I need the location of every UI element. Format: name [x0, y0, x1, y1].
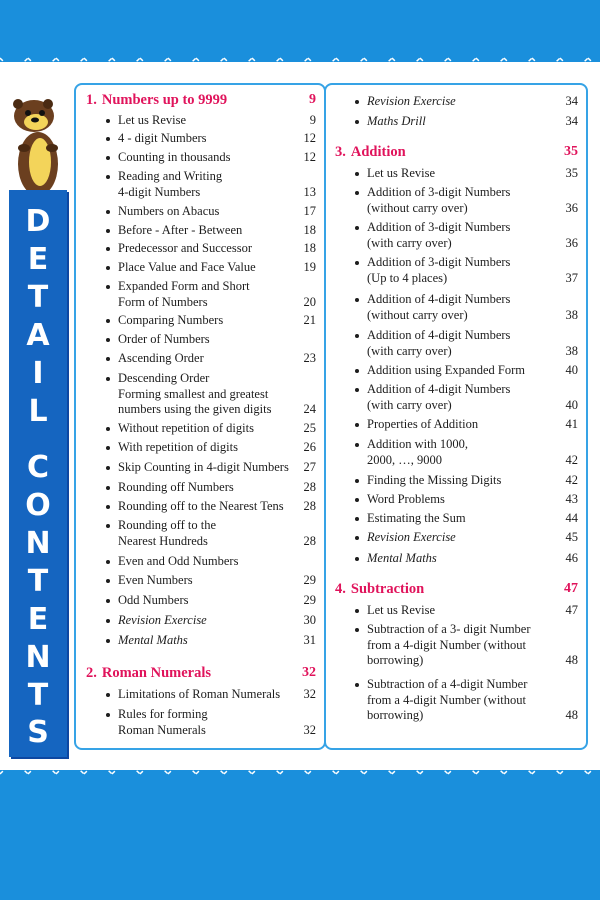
bullet-icon — [355, 369, 359, 373]
toc-entry-line: Skip Counting in 4-digit Numbers — [118, 460, 289, 474]
bullet-icon — [355, 628, 359, 632]
bullet-icon — [106, 156, 110, 160]
toc-entry-line: numbers using the given digits — [118, 402, 272, 416]
banner-letter: D — [25, 204, 51, 239]
toc-entry — [367, 677, 527, 724]
toc-entry-line: 4-digit Numbers — [118, 184, 201, 199]
toc-entry-line: Rounding off Numbers — [118, 480, 234, 494]
bullet-icon — [355, 423, 359, 427]
toc-entry-line: Let us Revise — [118, 113, 187, 127]
toc-entry-line: Odd Numbers — [118, 593, 189, 607]
toc-entry-line: Order of Numbers — [118, 332, 210, 346]
toc-entry — [367, 114, 426, 130]
bullet-icon — [355, 536, 359, 540]
toc-page-number: 38 — [565, 307, 578, 322]
toc-entry — [118, 113, 186, 129]
toc-page-number: 28 — [303, 533, 316, 548]
toc-entry — [367, 437, 468, 468]
toc-page-number: 30 — [303, 613, 316, 627]
bullet-icon — [106, 599, 110, 603]
chapter-title: Roman Numerals — [101, 665, 212, 681]
toc-page-number: 27 — [303, 460, 316, 474]
toc-page-number: 29 — [303, 573, 316, 587]
bullet-icon — [106, 229, 110, 233]
toc-entry — [118, 480, 234, 496]
bullet-icon — [106, 377, 110, 381]
toc-entry-line: Subtraction of a 3- digit Number — [367, 622, 531, 636]
chapter-page-number: 9 — [309, 92, 316, 107]
bullet-icon — [355, 557, 359, 561]
bullet-icon — [106, 524, 110, 528]
toc-page-number: 28 — [303, 499, 316, 513]
toc-entry-line: Mental Maths — [118, 633, 188, 647]
toc-page-number: 44 — [565, 511, 578, 525]
toc-entry-line: Numbers on Abacus — [118, 204, 220, 218]
toc-entry-line: Addition using Expanded Form — [367, 363, 525, 377]
toc-entry-line: Estimating the Sum — [367, 511, 466, 525]
toc-entry — [118, 613, 207, 629]
toc-entry — [118, 687, 280, 703]
toc-entry — [118, 279, 250, 310]
toc-entry — [118, 351, 204, 367]
toc-entry — [367, 292, 510, 323]
banner-letter: I — [32, 356, 44, 391]
toc-page-number: 9 — [309, 113, 316, 127]
toc-entry-line: Predecessor and Successor — [118, 241, 252, 255]
toc-entry — [367, 492, 445, 508]
toc-entry-line: borrowing) — [367, 653, 424, 667]
bullet-icon — [355, 479, 359, 483]
chapter-title: Subtraction — [350, 581, 425, 597]
chapter-title: Numbers up to 9999 — [101, 92, 228, 108]
chapter-number: 2. — [86, 665, 97, 681]
toc-page-number: 25 — [303, 421, 316, 435]
toc-entry — [118, 313, 223, 329]
toc-page-number: 32 — [303, 722, 316, 737]
toc-entry — [118, 573, 193, 589]
toc-entry-line: Rounding off to the Nearest Tens — [118, 499, 284, 513]
bullet-icon — [106, 505, 110, 509]
top-scallop-border — [0, 40, 600, 80]
toc-page-number: 13 — [303, 184, 316, 199]
bullet-icon — [355, 226, 359, 230]
toc-entry-line: (without carry over) — [367, 307, 468, 322]
banner-letter: E — [27, 602, 49, 637]
toc-entry-line: Expanded Form and Short — [118, 279, 250, 293]
bullet-icon — [355, 120, 359, 124]
toc-entry — [118, 707, 208, 738]
toc-entry-line: Counting in thousands — [118, 150, 231, 164]
toc-page-number: 48 — [565, 708, 578, 722]
bullet-icon — [355, 443, 359, 447]
toc-entry-line: Addition with 1000, — [367, 437, 469, 451]
bullet-icon — [106, 619, 110, 623]
bullet-icon — [106, 357, 110, 361]
toc-page-number: 48 — [565, 653, 578, 667]
bullet-icon — [106, 713, 110, 717]
toc-page-number: 24 — [303, 402, 316, 416]
chapter-page-number: 47 — [564, 581, 578, 596]
toc-entry-line: 4 - digit Numbers — [118, 131, 207, 145]
toc-entry — [118, 371, 271, 418]
chapter-heading — [335, 144, 406, 161]
toc-entry-line: Addition of 4-digit Numbers — [367, 382, 511, 396]
toc-page-number: 36 — [565, 235, 578, 250]
toc-entry — [118, 260, 256, 276]
bullet-icon — [106, 266, 110, 270]
toc-entry-line: Let us Revise — [367, 603, 436, 617]
toc-entry-line: Revision Exercise — [367, 530, 456, 544]
detail-contents-banner — [9, 190, 67, 757]
toc-entry — [367, 94, 456, 110]
toc-entry-line: Place Value and Face Value — [118, 260, 256, 274]
chapter-heading — [86, 92, 227, 109]
toc-entry-line: Finding the Missing Digits — [367, 473, 502, 487]
toc-entry — [367, 511, 466, 527]
toc-entry — [367, 622, 531, 669]
toc-entry-line: With repetition of digits — [118, 440, 238, 454]
toc-page-number: 45 — [565, 530, 578, 544]
toc-entry — [367, 185, 510, 216]
toc-entry-line: from a 4-digit Number (without — [367, 637, 526, 652]
toc-entry — [367, 363, 525, 379]
toc-entry-line: (with carry over) — [367, 235, 452, 250]
chapter-number: 4. — [335, 581, 346, 597]
toc-entry-line: (with carry over) — [367, 343, 452, 358]
toc-page-number: 47 — [565, 603, 578, 617]
toc-page-number: 35 — [565, 166, 578, 180]
toc-entry — [118, 518, 216, 549]
toc-entry — [118, 241, 252, 257]
bullet-icon — [106, 427, 110, 431]
toc-entry-line: Addition of 3-digit Numbers — [367, 220, 511, 234]
toc-page-number: 38 — [565, 343, 578, 358]
bullet-icon — [355, 298, 359, 302]
toc-entry-line: Descending Order — [118, 371, 210, 385]
toc-page-number: 18 — [303, 241, 316, 255]
toc-entry-line: (without carry over) — [367, 200, 468, 215]
toc-entry-line: Properties of Addition — [367, 417, 479, 431]
bullet-icon — [355, 498, 359, 502]
toc-entry — [367, 551, 437, 567]
toc-entry-line: Ascending Order — [118, 351, 204, 365]
bullet-icon — [355, 191, 359, 195]
toc-entry-line: Revision Exercise — [367, 94, 456, 108]
toc-page-number: 29 — [303, 593, 316, 607]
chapter-number: 1. — [86, 92, 97, 108]
toc-entry-line: Addition of 4-digit Numbers — [367, 328, 511, 342]
chapter-number: 3. — [335, 144, 346, 160]
banner-letter: C — [26, 450, 50, 485]
toc-entry-line: Even and Odd Numbers — [118, 554, 239, 568]
toc-entry — [118, 131, 207, 147]
toc-entry — [367, 417, 478, 433]
toc-page-number: 43 — [565, 492, 578, 506]
toc-page-number: 32 — [303, 687, 316, 701]
toc-entry-line: 2000, …, 9000 — [367, 452, 442, 467]
toc-entry-line: Addition of 3-digit Numbers — [367, 185, 511, 199]
toc-page-number: 36 — [565, 200, 578, 215]
toc-entry — [367, 473, 501, 489]
toc-entry — [118, 169, 222, 200]
toc-page-number: 40 — [565, 363, 578, 377]
bullet-icon — [106, 210, 110, 214]
toc-page-number: 21 — [303, 313, 316, 327]
toc-entry-line: Maths Drill — [367, 114, 426, 128]
banner-letter: N — [25, 526, 51, 561]
bullet-icon — [106, 639, 110, 643]
toc-page-number: 12 — [303, 131, 316, 145]
toc-entry-line: (Up to 4 places) — [367, 270, 448, 285]
toc-entry — [367, 530, 456, 546]
toc-entry — [118, 204, 219, 220]
toc-entry — [118, 554, 238, 570]
bullet-icon — [106, 338, 110, 342]
banner-letter: A — [26, 318, 50, 353]
toc-entry-line: borrowing) — [367, 708, 424, 722]
banner-letter: T — [27, 564, 49, 599]
chapter-title: Addition — [350, 144, 406, 160]
toc-entry-line: Rounding off to the — [118, 518, 217, 532]
toc-entry-line: Subtraction of a 4-digit Number — [367, 677, 528, 691]
chapter-page-number: 32 — [302, 665, 316, 680]
toc-page-number: 19 — [303, 260, 316, 274]
toc-entry-line: Limitations of Roman Numerals — [118, 687, 281, 701]
bullet-icon — [106, 119, 110, 123]
toc-page-number: 12 — [303, 150, 316, 164]
toc-page-number: 23 — [303, 351, 316, 365]
toc-entry — [367, 603, 435, 619]
bullet-icon — [106, 579, 110, 583]
bullet-icon — [355, 388, 359, 392]
toc-entry-line: Rules for forming — [118, 707, 208, 721]
toc-entry — [118, 332, 210, 348]
toc-page-number: 34 — [565, 114, 578, 128]
bullet-icon — [106, 285, 110, 289]
toc-page-number: 17 — [303, 204, 316, 218]
toc-entry-line: Addition of 4-digit Numbers — [367, 292, 511, 306]
banner-letter: T — [27, 678, 49, 713]
bullet-icon — [355, 100, 359, 104]
bullet-icon — [106, 137, 110, 141]
toc-entry-line: Addition of 3-digit Numbers — [367, 255, 511, 269]
toc-page-number: 46 — [565, 551, 578, 565]
chapter-heading — [335, 581, 424, 598]
toc-entry-line: Roman Numerals — [118, 722, 206, 737]
toc-entry — [367, 166, 435, 182]
banner-letter: L — [28, 394, 48, 429]
toc-page-number: 34 — [565, 94, 578, 108]
toc-entry — [118, 440, 238, 456]
chapter-page-number: 35 — [564, 144, 578, 159]
bullet-icon — [355, 261, 359, 265]
bottom-scallop-border — [0, 748, 600, 788]
toc-page-number: 31 — [303, 633, 316, 647]
toc-page-number: 40 — [565, 397, 578, 412]
toc-entry — [118, 150, 231, 166]
chapter-heading — [86, 665, 211, 682]
toc-entry-line: Mental Maths — [367, 551, 437, 565]
bullet-icon — [106, 466, 110, 470]
bottom-blue-band — [0, 770, 600, 900]
toc-entry — [118, 460, 289, 476]
toc-page-number: 20 — [303, 294, 316, 309]
toc-page-number: 37 — [565, 270, 578, 285]
bullet-icon — [355, 609, 359, 613]
banner-letter: E — [27, 242, 49, 277]
toc-page-number: 18 — [303, 223, 316, 237]
bullet-icon — [106, 693, 110, 697]
toc-entry — [118, 223, 242, 239]
toc-entry-line: Forming smallest and greatest — [118, 386, 269, 401]
bullet-icon — [355, 334, 359, 338]
toc-entry — [367, 328, 510, 359]
toc-entry-line: Word Problems — [367, 492, 445, 506]
toc-page-number: 28 — [303, 480, 316, 494]
banner-letter: N — [25, 640, 51, 675]
banner-letter: S — [27, 715, 49, 750]
toc-entry-line: Reading and Writing — [118, 169, 223, 183]
toc-entry — [367, 382, 510, 413]
toc-entry-line: from a 4-digit Number (without — [367, 692, 526, 707]
bullet-icon — [106, 319, 110, 323]
toc-page-number: 41 — [565, 417, 578, 431]
toc-entry — [118, 593, 188, 609]
toc-entry-line: Before - After - Between — [118, 223, 243, 237]
toc-entry — [367, 220, 510, 251]
toc-entry-line: Revision Exercise — [118, 613, 207, 627]
toc-entry — [367, 255, 510, 286]
toc-entry — [118, 633, 188, 649]
bullet-icon — [106, 560, 110, 564]
bullet-icon — [106, 446, 110, 450]
bullet-icon — [106, 486, 110, 490]
bullet-icon — [355, 683, 359, 687]
toc-entry-line: Comparing Numbers — [118, 313, 224, 327]
toc-entry-line: Form of Numbers — [118, 294, 208, 309]
toc-entry-line: Without repetition of digits — [118, 421, 254, 435]
bullet-icon — [355, 517, 359, 521]
bullet-icon — [355, 172, 359, 176]
bullet-icon — [106, 175, 110, 179]
toc-entry-line: Even Numbers — [118, 573, 193, 587]
toc-entry-line: Nearest Hundreds — [118, 533, 208, 548]
toc-entry — [118, 421, 254, 437]
banner-letter: T — [27, 280, 49, 315]
toc-page-number: 26 — [303, 440, 316, 454]
toc-entry-line: (with carry over) — [367, 397, 452, 412]
banner-letter: O — [25, 488, 51, 523]
toc-entry-line: Let us Revise — [367, 166, 436, 180]
toc-page-number: 42 — [565, 473, 578, 487]
toc-page-number: 42 — [565, 452, 578, 467]
otter-mascot-icon — [4, 92, 70, 196]
bullet-icon — [106, 247, 110, 251]
toc-entry — [118, 499, 284, 515]
